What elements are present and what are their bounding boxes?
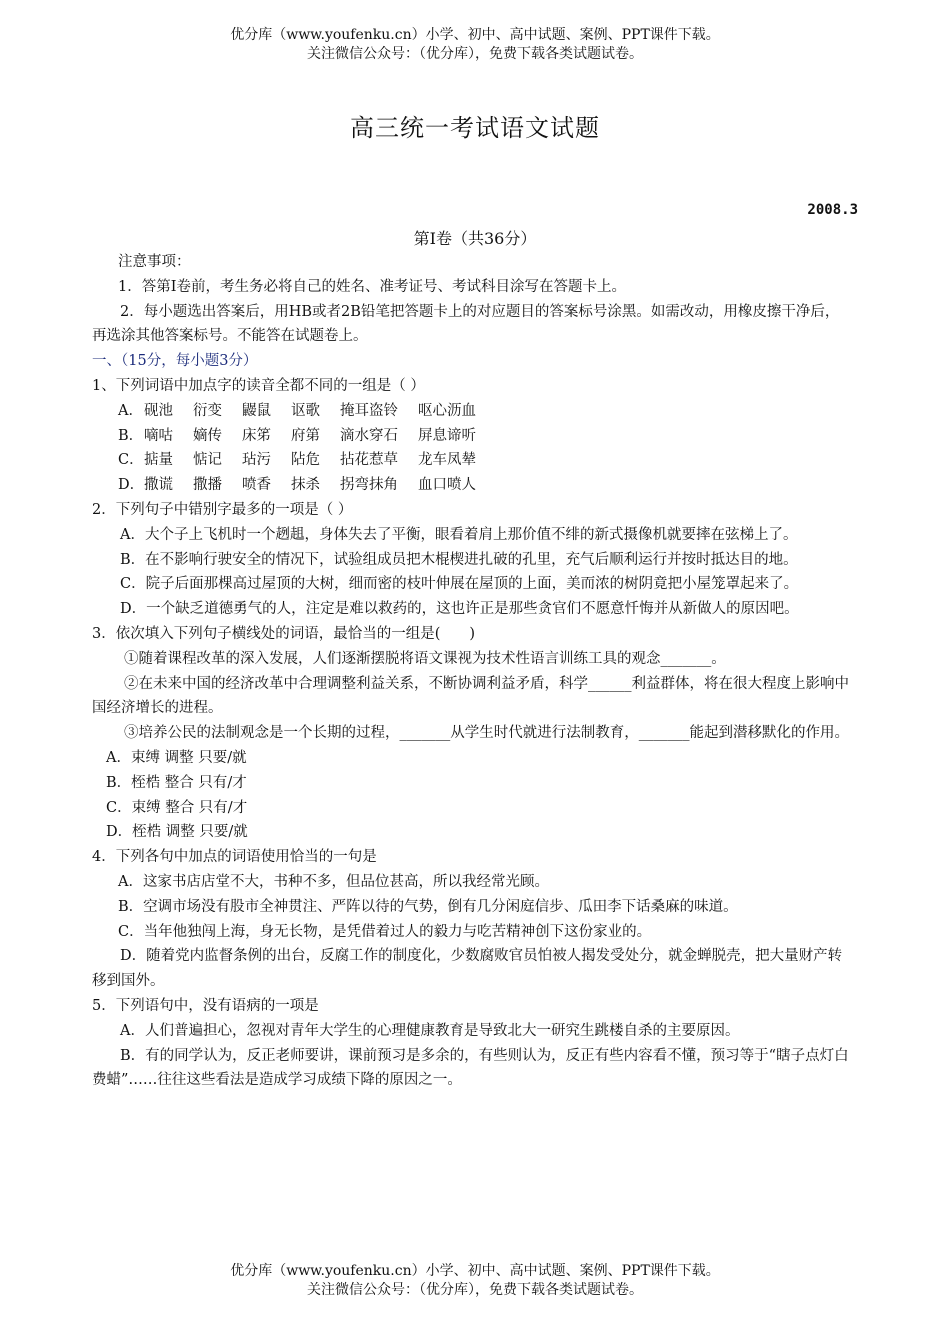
q1-option-label: C．	[118, 452, 144, 469]
q2-option-a: A．大个子上飞机时一个趔趄，身体失去了平衡，眼看着肩上那价值不绯的新式摄像机就要摔在弦梯上了。	[120, 526, 798, 543]
q3-sentence-3: ③培养公民的法制观念是一个长期的过程，_______从学生时代就进行法制教育，_______能起到潜移默化的作用。	[124, 725, 849, 742]
notice-item-2: 2．每小题选出答案后，用HB或者2B铅笔把答题卡上的对应题目的答案标号涂黑。如需改动，用橡皮擦干净后，再选涂其他答案标号。不能答在试题卷上。	[92, 303, 840, 345]
q1-option-word: 撒播	[193, 477, 222, 494]
q2-stem: 2．下列句子中错别字最多的一项是（ ）	[92, 501, 353, 518]
q1-option-word: 抹杀	[291, 477, 320, 494]
q1-option-word: 撒谎	[144, 477, 173, 494]
footer-line-1: 优分库（www.youfenku.cn）小学、初中、高中试题、案例、PPT课件下载。	[230, 1263, 720, 1279]
q1-option-word: 砚池	[144, 402, 173, 419]
q1-option-word: 鼹鼠	[242, 402, 271, 419]
q1-option-word: 拐弯抹角	[340, 477, 398, 494]
q1-option-word: 阽危	[291, 452, 320, 469]
q3-sentence-1: ①随着课程改革的深入发展，人们逐渐摆脱将语文课视为技术性语言训练工具的观念_______。	[124, 650, 726, 667]
q3-option-b: B．桎梏 整合 只有/才	[106, 774, 247, 791]
q3-option-a: A．束缚 调整 只要/就	[106, 749, 247, 766]
q5-stem: 5．下列语句中，没有语病的一项是	[92, 997, 319, 1014]
q1-stem: 1、下列词语中加点字的读音全都不同的一组是（ ）	[92, 377, 425, 394]
footer-line-2: 关注微信公众号：（优分库），免费下载各类试题试卷。	[307, 1282, 643, 1298]
q5-option-b: B．有的同学认为，反正老师要讲，课前预习是多余的，有些则认为，反正有些内容看不懂，预习等于“瞎子点灯白费蜡”……往往这些看法是造成学习成绩下降的原因之一。	[92, 1047, 849, 1089]
q1-option-word: 喷香	[242, 477, 271, 494]
q1-options	[92, 399, 852, 498]
header-line-1: 优分库（www.youfenku.cn）小学、初中、高中试题、案例、PPT课件下载。	[230, 27, 720, 43]
q4-option-b: B．空调市场没有股市全神贯注、严阵以待的气势，倒有几分闲庭信步、瓜田李下话桑麻的味道。	[118, 898, 738, 915]
notice-heading: 注意事项：	[118, 254, 191, 270]
q1-option-word: 嘀咕	[144, 427, 173, 444]
header-line-2: 关注微信公众号：（优分库），免费下载各类试题试卷。	[307, 46, 643, 62]
q1-option-row	[92, 424, 852, 449]
part-heading: 第Ⅰ卷（共36分）	[413, 229, 537, 248]
q3-stem: 3．依次填入下列句子横线处的词语，最恰当的一组是( )	[92, 625, 476, 642]
q4-option-a: A．这家书店店堂不大，书种不多，但品位甚高，所以我经常光顾。	[118, 873, 549, 890]
page-header	[0, 26, 950, 64]
exam-date: 2008.3	[807, 202, 858, 218]
q1-option-word: 掂量	[144, 452, 173, 469]
notice-item-1: 1．答第Ⅰ卷前，考生务必将自己的姓名、准考证号、考试科目涂写在答题卡上。	[118, 278, 626, 295]
q1-option-word: 床笫	[242, 427, 271, 444]
q1-option-word: 府第	[291, 427, 320, 444]
q1-option-word: 呕心沥血	[418, 402, 476, 419]
q3-option-c: C．束缚 整合 只有/才	[106, 799, 248, 816]
q1-option-word: 龙车凤辇	[418, 452, 476, 469]
q1-option-word: 滴水穿石	[340, 427, 398, 444]
section-1-heading: 一、（15分，每小题3分）	[92, 353, 258, 370]
document-title: 高三统一考试语文试题	[350, 114, 600, 142]
q1-option-row	[92, 473, 852, 498]
q1-option-word: 嫡传	[193, 427, 222, 444]
q1-option-word: 掩耳盗铃	[340, 402, 398, 419]
q1-option-label: D．	[118, 477, 145, 494]
q3-sentence-2: ②在未来中国的经济改革中合理调整利益关系，不断协调利益矛盾，科学______利益群体，将在很大程度上影响中国经济增长的进程。	[92, 675, 849, 717]
q1-option-row	[92, 399, 852, 424]
q1-option-row	[92, 448, 852, 473]
q2-option-c: C．院子后面那棵高过屋顶的大树，细而密的枝叶伸展在屋顶的上面，美而浓的树阴竟把小屋笼罩起来了。	[120, 576, 799, 593]
q2-option-d: D．一个缺乏道德勇气的人，注定是难以救药的，这也许正是那些贪官们不愿意忏悔并从新做人的原因吧。	[120, 601, 799, 618]
q1-option-label: B．	[118, 427, 144, 444]
q2-option-b: B．在不影响行驶安全的情况下，试验组成员把木棍楔进扎破的孔里，充气后顺利运行并按时抵达目的地。	[120, 551, 798, 568]
q5-option-a: A．人们普遍担心，忽视对青年大学生的心理健康教育是导致北大一研究生跳楼自杀的主要原因。	[120, 1022, 740, 1039]
q1-option-word: 讴歌	[291, 402, 320, 419]
q1-option-word: 玷污	[242, 452, 271, 469]
q1-option-word: 拈花惹草	[340, 452, 398, 469]
q3-option-d: D．桎梏 调整 只要/就	[106, 824, 248, 841]
document-body	[92, 250, 852, 1093]
q1-option-word: 血口喷人	[418, 477, 476, 494]
q1-option-label: A．	[118, 402, 143, 419]
q1-option-word: 屏息谛听	[418, 427, 476, 444]
q4-stem: 4．下列各句中加点的词语使用恰当的一句是	[92, 849, 377, 866]
q1-option-word: 衍变	[193, 402, 222, 419]
page-footer	[0, 1262, 950, 1300]
q1-option-word: 惦记	[193, 452, 222, 469]
q4-option-d: D．随着党内监督条例的出台，反腐工作的制度化，少数腐败官员怕被人揭发受处分，就金蝉脱壳，把大量财产转移到国外。	[92, 948, 843, 990]
q4-option-c: C．当年他独闯上海，身无长物，是凭借着过人的毅力与吃苦精神创下这份家业的。	[118, 923, 652, 940]
